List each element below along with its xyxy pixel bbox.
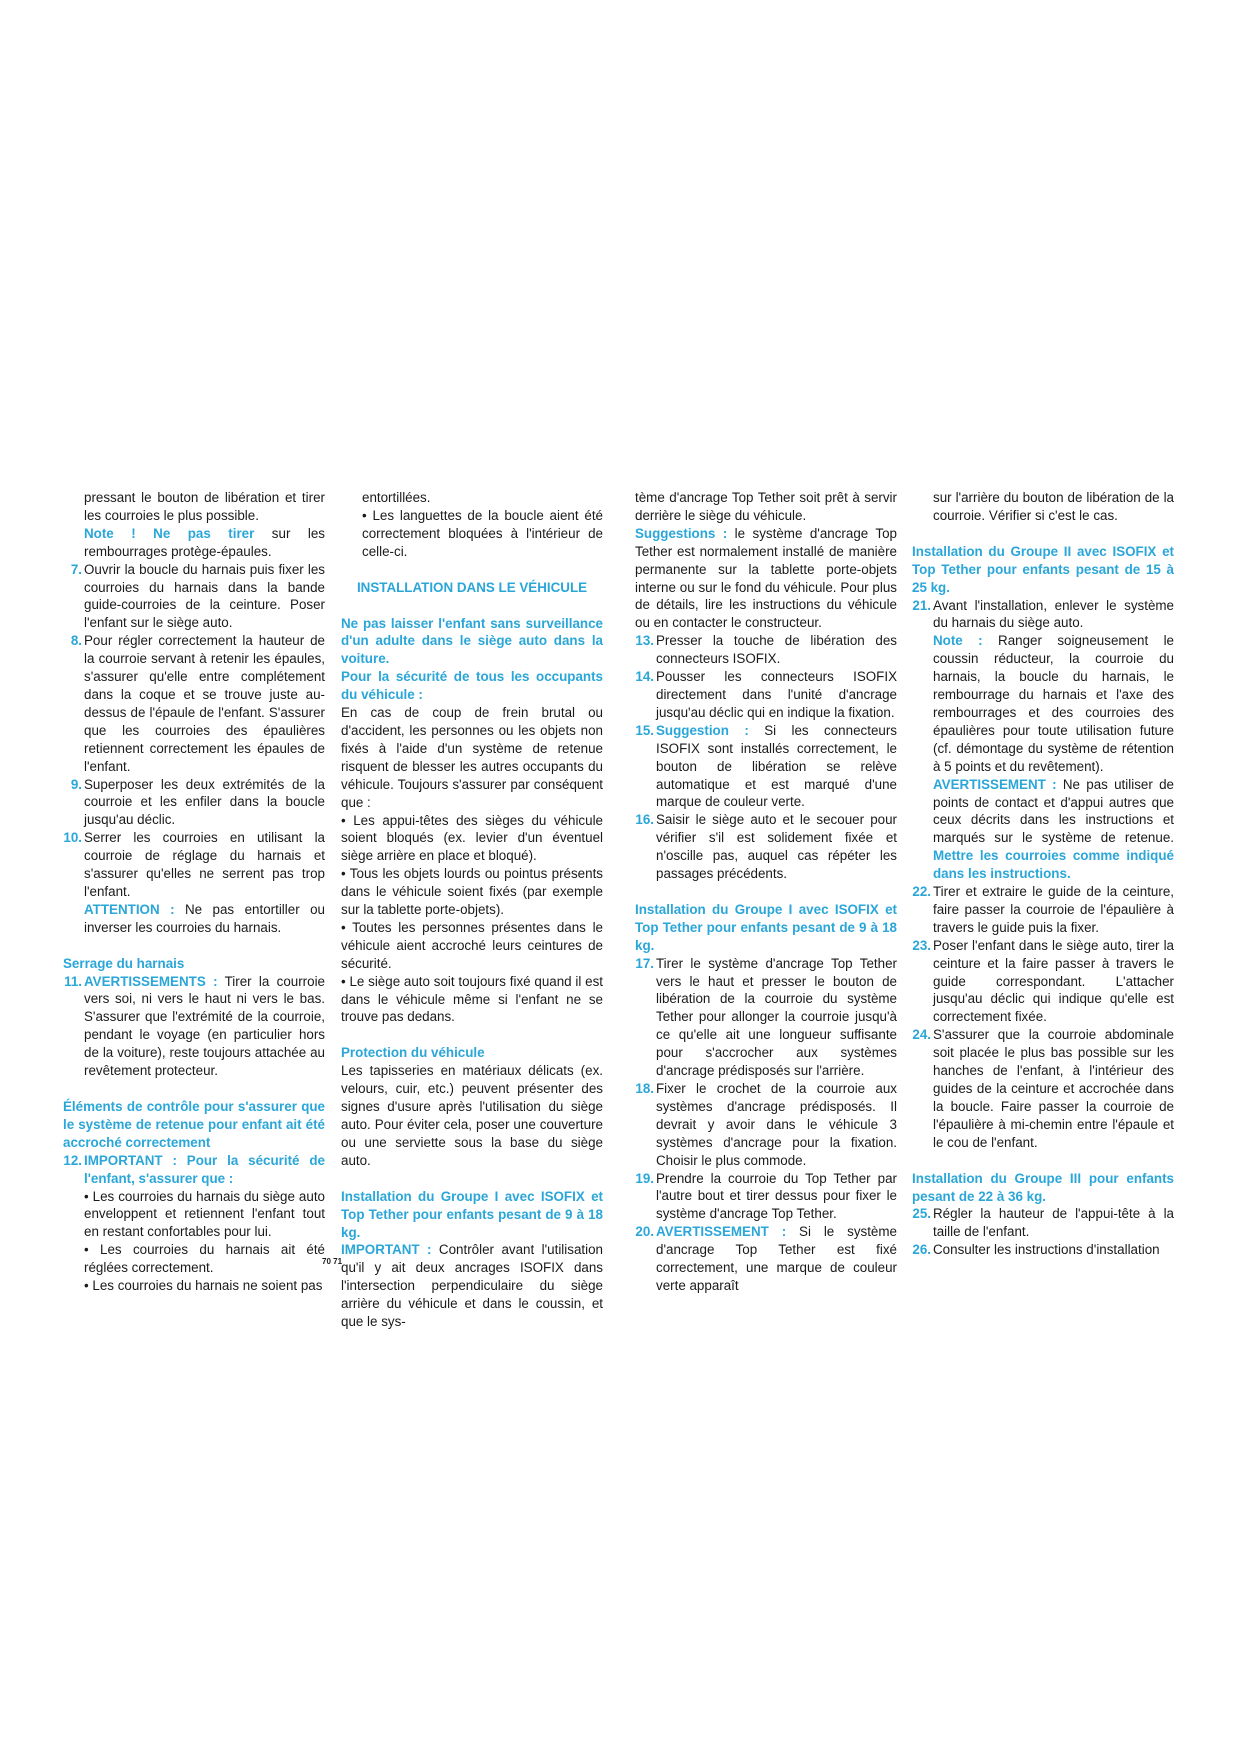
item-label: AVERTISSEMENTS : [84,973,218,989]
warning-label: AVERTISSEMENT : [933,776,1057,792]
item-number: 12. [63,1152,82,1168]
paragraph: entortillées. [362,490,431,505]
list-item-21 [912,597,1174,633]
item-number: 13. [635,633,654,649]
column-1 [63,489,325,1295]
paragraph: tème d'ancrage Top Tether soit prêt à servir derrière le siège du véhicule. [635,490,897,523]
item-number: 24. [912,1027,931,1043]
warning-text: Ne pas utiliser de points de contact et d'appui autres que ceux décrits dans les instructions et marqués sur le système de retenue. [933,776,1174,846]
section-heading-group1b: Installation du Groupe I avec ISOFIX et Top Tether pour enfants pesant de 9 à 18 kg. [635,901,897,953]
bullet: • Les courroies du harnais ne soient pas [84,1278,323,1294]
important-label: IMPORTANT : [341,1242,432,1258]
item-text: Serrer les courroies en utilisant la courroie de réglage du harnais et s'assurer qu'elles ne serrent pas trop l'enfant. [84,830,325,899]
paragraph: sur l'arrière du bouton de libération de la courroie. Vérifier si c'est le cas. [933,490,1174,523]
item-number: 22. [912,884,931,900]
list-item-12 [63,1152,325,1188]
list-item-24 [912,1026,1174,1151]
item-number: 10. [63,830,82,846]
item-text: Pour régler correctement la hauteur de la courroie servant à retenir les épaules, s'assurer qu'elle entre complétement dans la coque et se trouve juste au-dessus de l'épaule de l'enfant. S'assurer que les courroies des épaulières retiennent correctement les épaules de l'enfant. [84,633,325,774]
bullet: • Les courroies du harnais du siège auto enveloppent et retiennent l'enfant tout en restant confortables pour lui. [84,1188,325,1240]
list-item-23 [912,937,1174,1027]
item-label: AVERTISSEMENT : [656,1224,787,1240]
section-heading-protection: Protection du véhicule [341,1045,485,1061]
note-label: Note ! Ne pas tirer [84,525,255,541]
list-item-13 [635,632,897,668]
item-text: S'assurer que la courroie abdominale soit placée le plus bas possible sur les hanches de l'enfant, à l'intérieur des guides de la ceinture et accrochée dans la boucle. Faire passer la courroie de l'épaulière à mi-chemin entre l'épaule et le cou de l'enfant. [933,1027,1174,1150]
item-text: Si les connecteurs ISOFIX sont installés correctement, le bouton de libération se relève automatique et est marqué d'une marque de couleur verte. [656,722,897,810]
item-number: 18. [635,1081,654,1096]
bullet: • Toutes les personnes présentes dans le véhicule aient accroché leurs ceintures de sécurité. [341,919,603,971]
important-text: Contrôler avant l'utilisation qu'il y ait deux ancrages ISOFIX dans l'intersection perpendiculaire du siège arrière du véhicule et dans le coussin, et que le sys- [341,1242,603,1330]
bullet: • Les courroies du harnais ait été réglées correctement. [84,1242,325,1276]
attention-text: Ne pas entortiller ou inverser les courroies du harnais. [84,901,325,935]
item-number: 8. [70,633,82,649]
list-item-20 [635,1223,897,1295]
item-label: IMPORTANT : Pour la sécurité de l'enfant, s'assurer que : [84,1152,325,1186]
item-number: 11. [64,973,82,989]
paragraph: Les tapisseries en matériaux délicats (ex. velours, cuir, etc.) peuvent présenter des signes d'usure après l'utilisation du siège auto. Pour éviter cela, poser une couverture ou une serviette sous la base du siège auto. [341,1063,603,1168]
list-item-25 [912,1205,1174,1241]
item-number: 21. [912,597,931,613]
item-text: Si le système d'ancrage Top Tether est fixé correctement, une marque de couleur verte apparaît [656,1224,897,1293]
item-text: Avant l'installation, enlever le système du harnais du siège auto. [933,597,1174,631]
page-number: 70 71 [322,1257,343,1266]
item-text: Presser la touche de libération des connecteurs ISOFIX. [656,633,897,667]
item-number: 14. [635,669,654,685]
item-number: 26. [912,1242,931,1258]
section-heading-group3: Installation du Groupe III pour enfants pesant de 22 à 36 kg. [912,1170,1174,1204]
item-text: Tirer et extraire le guide de la ceinture, faire passer la courroie de l'épaulière à travers le guide puis la fixer. [933,884,1174,935]
column-3 [635,489,897,1295]
section-heading-group2: Installation du Groupe II avec ISOFIX et Top Tether pour enfants pesant de 15 à 25 kg. [912,543,1174,595]
item-label: Suggestion : [656,722,749,738]
item-text: Fixer le crochet de la courroie aux systèmes d'ancrage prédisposés. Il devrait y avoir dans le véhicule 3 systèmes d'ancrage pour la fixation. Choisir le plus commode. [656,1081,897,1168]
section-heading-serrage: Serrage du harnais [63,955,185,971]
important-note [341,1241,603,1331]
list-item-17 [635,955,897,1080]
section-heading-group1: Installation du Groupe I avec ISOFIX et Top Tether pour enfants pesant de 9 à 18 kg. [341,1188,603,1240]
list-item-19 [635,1170,897,1224]
list-item-9 [63,776,325,830]
list-item-7 [63,561,325,633]
list-item-22 [912,883,1174,937]
item-text: Tirer la courroie vers soi, ni vers le haut ni vers le bas. S'assurer que l'extrémité de la courroie, pendant le voyage (en particulier hors de la voiture), reste toujours attachée au revêtement protecteur. [84,973,325,1079]
suggestions-label: Suggestions : [635,525,728,541]
list-item-16 [635,811,897,883]
attention-label: ATTENTION : [84,901,175,917]
column-2 [341,489,603,1331]
paragraph: pressant le bouton de libération et tirer les courroies le plus possible. [84,490,325,523]
item-number: 20. [635,1224,654,1240]
list-item-14 [635,668,897,722]
item-text: Pousser les connecteurs ISOFIX directement dans l'unité d'ancrage jusqu'au déclic qui en indique la fixation. [656,669,897,720]
item-number: 17. [635,955,654,971]
item-number: 16. [635,812,654,828]
item-number: 15. [635,722,654,738]
bullet: • Les appui-têtes des sièges du véhicule soient bloqués (ex. levier d'un éventuel siège arrière en place et bloqué). [341,812,603,864]
item-text: Tirer le système d'ancrage Top Tether vers le haut et presser le bouton de libération de la courroie du système Tether pour allonger la courroie jusqu'à ce qu'elle ait une longueur suffisante pour s'accrocher aux systèmes d'ancrage prédisposés sur l'arrière. [656,955,897,1079]
list-item-8 [63,632,325,775]
item-number: 23. [912,937,931,953]
item-text: Régler la hauteur de l'appui-tête à la taille de l'enfant. [933,1206,1174,1240]
item-text: Prendre la courroie du Top Tether par l'autre bout et tirer dessus pour fixer le système d'ancrage Top Tether. [656,1170,897,1222]
note-text: Ranger soigneusement le coussin réducteur, la courroie du harnais, la boucle du harnais, le rembourrage du harnais et l'axe des rembourrages et des courroies des épaulières pour toute utilisation future (cf. démontage du système de rétention à 5 points et du revêtement). [933,633,1174,774]
warning-note [912,776,1174,883]
item-text: Superposer les deux extrémités de la courroie et les enfiler dans la boucle jusqu'au déclic. [84,776,325,828]
item-number: 9. [70,776,82,792]
list-item-11 [63,973,325,1080]
paragraph: En cas de coup de frein brutal ou d'accident, les personnes ou les objets non fixés à l'aide d'un système de retenue risquent de blesser les autres occupants du véhicule. Toujours s'assurer par conséquent que : [341,705,603,810]
item-text: Poser l'enfant dans le siège auto, tirer la ceinture et la faire passer à travers le guide correspondant. L'attacher jusqu'au déclic qui indique qu'elle est correctement fixée. [933,937,1174,1025]
note [63,525,325,561]
item-text: Ouvrir la boucle du harnais puis fixer les courroies du harnais dans la bande guide-courroies de la ceinture. Poser l'enfant sur le siège auto. [84,561,325,631]
column-4 [912,489,1174,1259]
item-text: Saisir le siège auto et le secouer pour vérifier s'il est solidement fixée et n'oscille pas, auquel cas répéter les passages précédents. [656,812,897,882]
section-heading-securite: Pour la sécurité de tous les occupants du véhicule : [341,669,603,703]
suggestions-text: le système d'ancrage Top Tether est normalement installé de manière permanente sur la tablette porte-objets interne ou sur le fond du véhicule. Pour plus de détails, lire les instructions du véhicule ou en contacter le constructeur. [635,525,897,631]
list-item-15 [635,722,897,812]
warning-emphasis: Mettre les courroies comme indiqué dans les instructions. [933,848,1174,882]
section-heading-installation: INSTALLATION DANS LE VÉHICULE [356,579,588,595]
list-item-26 [912,1241,1174,1259]
warning-heading: Ne pas laisser l'enfant sans surveillance d'un adulte dans le siège auto dans la voiture. [341,615,603,667]
bullet: • Les languettes de la boucle aient été correctement bloquées à l'intérieur de celle-ci. [362,507,603,559]
note-label: Note : [933,633,983,649]
attention-note [63,901,325,937]
list-item-10 [63,829,325,901]
item-number: 25. [912,1206,931,1222]
bullet: • Tous les objets lourds ou pointus présents dans le véhicule soient fixés (par exemple sur la tablette porte-objets). [341,866,603,918]
note [912,632,1174,775]
section-heading-elements: Éléments de contrôle pour s'assurer que le système de retenue pour enfant ait été accroché correctement [63,1099,325,1150]
note-text: sur les rembourrages protège-épaules. [84,525,325,559]
bullet: • Le siège auto soit toujours fixé quand il est dans le véhicule même si l'enfant ne se trouve pas dedans. [341,973,603,1025]
item-number: 7. [70,561,82,577]
suggestions-note [635,525,897,632]
list-item-18 [635,1080,897,1170]
item-text: Consulter les instructions d'installation [933,1242,1160,1258]
item-number: 19. [635,1170,654,1186]
